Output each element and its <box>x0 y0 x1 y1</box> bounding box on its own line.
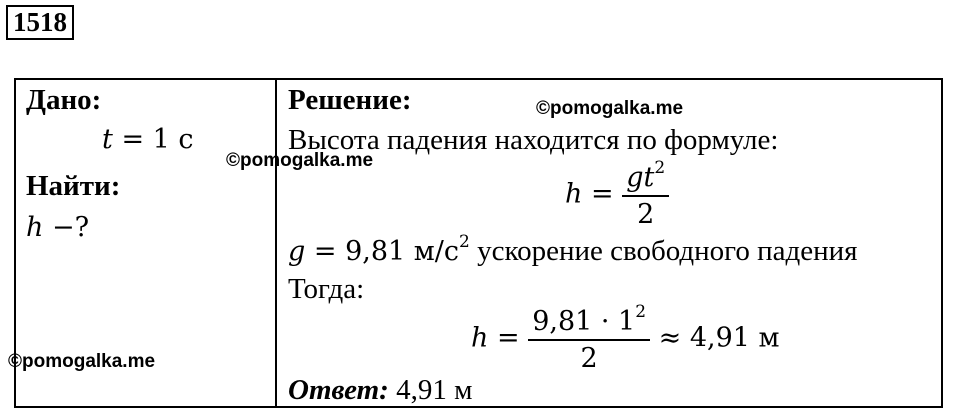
column-divider <box>275 80 277 406</box>
formula-height <box>565 158 669 230</box>
calc-numerator: 9,81 · 1 <box>532 306 636 337</box>
calc-equals: = <box>488 322 529 354</box>
answer-label: Ответ: <box>288 374 389 406</box>
t-unit: c <box>178 124 194 155</box>
given-time <box>102 124 194 155</box>
watermark-top: ©pomogalka.me <box>536 98 684 119</box>
calc-denominator: 2 <box>580 343 598 374</box>
calc-fraction <box>528 302 650 374</box>
formula-lhs: h <box>565 178 583 210</box>
calc-lhs: h <box>471 322 489 354</box>
h-question: −? <box>43 212 90 243</box>
then-label: Тогда: <box>288 273 365 305</box>
find-heading: Найти: <box>26 170 121 202</box>
gravity-line <box>288 232 858 268</box>
solution-heading: Решение: <box>288 84 412 116</box>
given-heading: Дано: <box>26 84 102 116</box>
calc-numerator-exponent: 2 <box>635 302 647 322</box>
g-exponent: 2 <box>459 232 470 252</box>
h-variable: h <box>26 212 44 243</box>
t-variable: t <box>102 124 113 155</box>
calc-result: ≈ 4,91 м <box>650 322 780 354</box>
problem-number: 1518 <box>6 5 74 40</box>
formula-fraction <box>622 158 669 230</box>
formula-denominator: 2 <box>637 199 655 230</box>
formula-equals: = <box>582 178 623 210</box>
watermark-bottom: ©pomogalka.me <box>8 351 156 372</box>
g-variable: g <box>288 236 306 267</box>
formula-numerator-exponent: 2 <box>654 158 666 178</box>
formula-numerator: gt <box>626 162 655 193</box>
formula-intro: Высота падения находится по формуле: <box>288 124 779 156</box>
find-height <box>26 212 89 243</box>
g-value: = 9,81 м/с <box>305 236 460 267</box>
t-value: = 1 <box>112 124 179 155</box>
watermark-middle: ©pomogalka.me <box>226 150 374 171</box>
calculation <box>471 302 780 374</box>
g-description: ускорение свободного падения <box>469 235 858 267</box>
answer-value: 4,91 м <box>388 374 473 406</box>
answer-line <box>288 374 472 407</box>
